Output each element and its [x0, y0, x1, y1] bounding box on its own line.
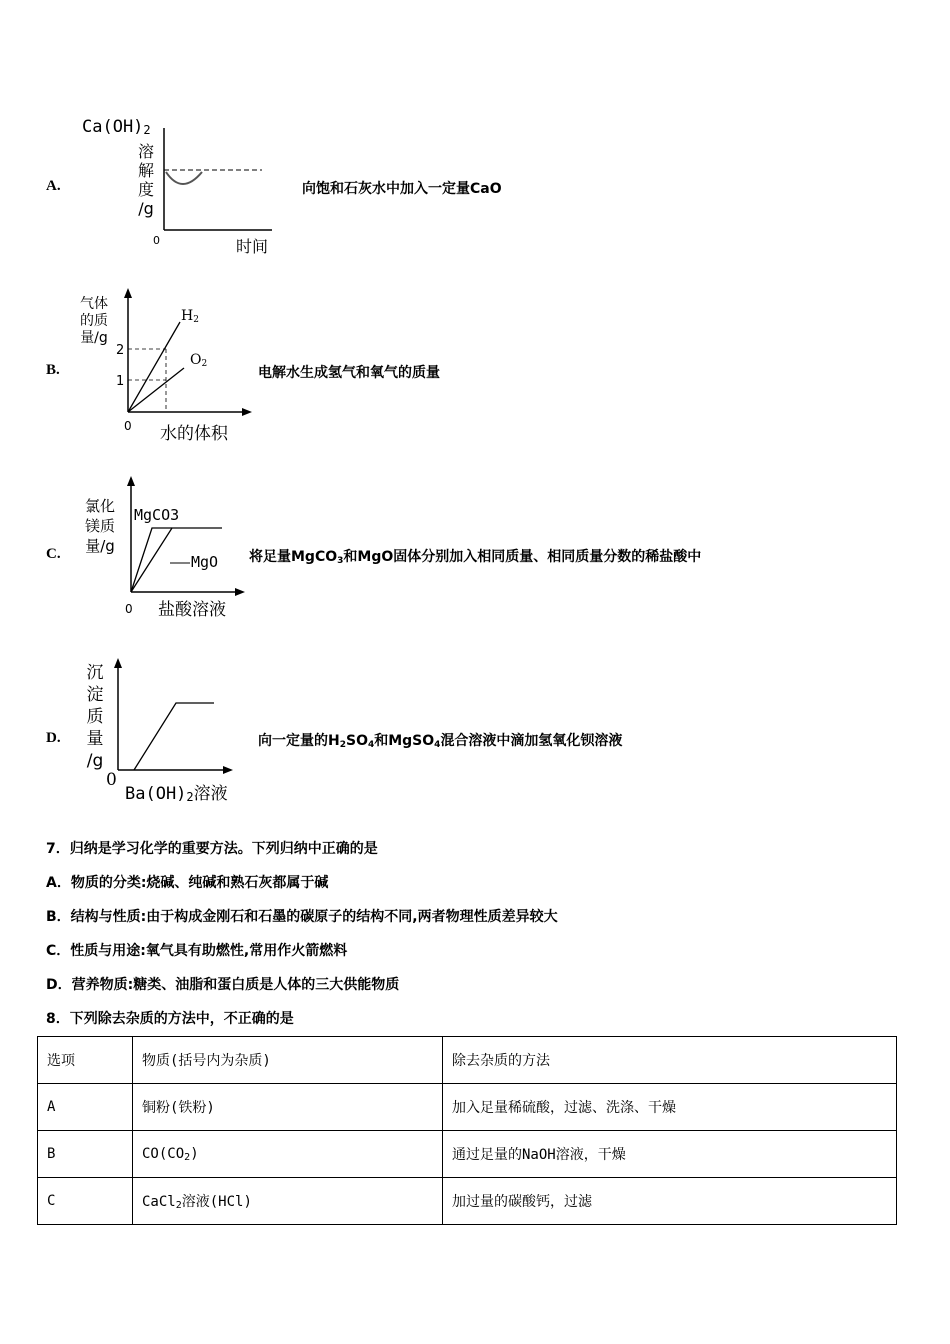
option-b-h2-text: H: [181, 308, 194, 324]
option-c-ylabel: [82, 496, 118, 556]
table-header-cell: 除去杂质的方法: [443, 1037, 897, 1084]
option-a-ylabel-char: 解: [137, 161, 154, 180]
option-d-ylabel-char: 淀: [86, 685, 104, 705]
option-b-o2-label: [190, 352, 207, 369]
substance-sub: 2: [175, 1200, 182, 1211]
option-d-ylabel-char: 沉: [86, 663, 104, 683]
option-d-ylabel-char: 量: [86, 729, 104, 749]
substance-text: CaCl: [142, 1194, 176, 1210]
option-d-xlabel-text: 溶液: [193, 784, 228, 804]
substance-text: 溶液(HCl): [181, 1194, 252, 1210]
q8-table: [37, 1036, 897, 1225]
option-a-origin: 0: [153, 234, 160, 247]
option-a-ylabel-char: 溶: [137, 142, 154, 161]
option-d-origin: 0: [106, 770, 117, 790]
option-b-o2-text: O: [190, 352, 202, 368]
q7-stem: 7．归纳是学习化学的重要方法。下列归纳中正确的是: [46, 841, 378, 857]
option-a-xlabel: 时间: [236, 237, 269, 256]
option-b-ylabel-line: 的质: [80, 313, 108, 329]
q7-option-c: C．性质与用途:氧气具有助燃性,常用作火箭燃料: [46, 943, 348, 959]
option-d-desc-text: SO: [345, 733, 368, 749]
option-b-origin: 0: [124, 419, 132, 433]
table-cell-option: C: [38, 1178, 133, 1225]
option-c-desc-sub: 3: [337, 556, 344, 566]
table-row: [38, 1131, 897, 1178]
table-header-cell: 选项: [38, 1037, 133, 1084]
option-d-desc-text: 和MgSO: [374, 733, 435, 749]
option-b-h2-line: [128, 322, 180, 412]
option-d-desc-text: 向一定量的H: [258, 733, 340, 749]
option-c-origin: 0: [125, 602, 133, 616]
option-c-desc-text: 将足量MgCO: [249, 549, 338, 565]
option-a-chart: [150, 120, 290, 260]
option-d-description: [258, 730, 622, 750]
substance-text: CO(CO: [142, 1145, 185, 1162]
option-d-xlabel-text: Ba(OH): [125, 784, 187, 804]
option-b-xlabel: 水的体积: [160, 424, 228, 444]
option-c-mgco3-text: MgCO: [134, 506, 171, 524]
option-d-ylabel-char: /g: [86, 751, 104, 771]
option-c-mgco3-label: [134, 506, 179, 524]
option-b-ylabel-line: 量/g: [80, 330, 108, 346]
table-cell-option: A: [38, 1084, 133, 1131]
option-d-letter: D.: [46, 730, 61, 746]
table-row: [38, 1084, 897, 1131]
table-cell-substance: [133, 1178, 443, 1225]
option-b-ylabel: [76, 296, 112, 347]
option-a-ylabel-char: /g: [138, 199, 154, 218]
option-d-chart: [104, 656, 234, 796]
option-a-description: 向饱和石灰水中加入一定量CaO: [302, 181, 502, 197]
option-b-description: 电解水生成氢气和氧气的质量: [258, 365, 440, 381]
option-a-solubility-curve: [166, 172, 202, 184]
option-d-desc-sub: 2: [339, 740, 346, 750]
option-c-mgco3-sub: 3: [170, 506, 180, 524]
table-cell-substance: 铜粉(铁粉): [133, 1084, 443, 1131]
option-c-desc-text: 和MgO固体分别加入相同质量、相同质量分数的稀盐酸中: [343, 549, 702, 565]
option-b-x-arrow: [242, 408, 252, 416]
option-d-x-arrow: [223, 766, 233, 774]
table-row: [38, 1178, 897, 1225]
q7-option-b: B．结构与性质:由于构成金刚石和石墨的碳原子的结构不同,两者物理性质差异较大: [46, 909, 558, 925]
option-b-y-arrow: [124, 288, 132, 298]
option-a-letter: A.: [46, 178, 61, 194]
table-header-row: [38, 1037, 897, 1084]
option-c-ylabel-line: 镁质: [84, 517, 115, 535]
q7-option-d: D．营养物质:糖类、油脂和蛋白质是人体的三大供能物质: [46, 977, 400, 993]
q7-option-a: A．物质的分类:烧碱、纯碱和熟石灰都属于碱: [46, 875, 329, 891]
option-d-xlabel-sub: 2: [186, 790, 194, 804]
option-c-x-arrow: [235, 588, 245, 596]
option-a-ylabel-char: 度: [137, 180, 154, 199]
option-b-tick-2: 2: [116, 343, 125, 358]
q8-stem: 8．下列除去杂质的方法中，不正确的是: [46, 1011, 294, 1027]
option-b-tick-1: 1: [116, 374, 125, 389]
substance-text: ): [190, 1145, 199, 1162]
option-c-description: [249, 546, 701, 566]
option-a-ylabel-sub: 2: [143, 123, 151, 137]
option-a-ylabel-text: Ca(OH): [82, 117, 144, 137]
option-b-o2-sub: 2: [201, 359, 208, 369]
option-c-ylabel-line: 量/g: [85, 537, 115, 555]
option-d-precipitate-line: [134, 703, 214, 770]
option-b-ylabel-line: 气体: [80, 296, 108, 312]
option-c-ylabel-line: 氯化: [84, 497, 115, 515]
table-cell-substance: [133, 1131, 443, 1178]
table-cell-option: B: [38, 1131, 133, 1178]
option-c-letter: C.: [46, 546, 61, 562]
table-cell-method: 加过量的碳酸钙，过滤: [443, 1178, 897, 1225]
option-c-xlabel: 盐酸溶液: [158, 600, 226, 620]
table-cell-method: 通过足量的NaOH溶液，干燥: [443, 1131, 897, 1178]
table-header-cell: 物质(括号内为杂质): [133, 1037, 443, 1084]
option-a-ylabel-formula: [82, 117, 151, 137]
option-c-mgo-label: MgO: [191, 553, 219, 571]
option-b-o2-line: [128, 368, 184, 412]
substance-sub: 2: [184, 1151, 191, 1163]
option-d-desc-sub: 4: [434, 740, 441, 750]
option-c-y-arrow: [127, 476, 135, 486]
table-cell-method: 加入足量稀硫酸，过滤、洗涤、干燥: [443, 1084, 897, 1131]
option-d-desc-sub: 4: [367, 740, 375, 750]
option-b-letter: B.: [46, 362, 60, 378]
option-d-ylabel-char: 质: [86, 707, 104, 727]
option-d-desc-text: 混合溶液中滴加氢氧化钡溶液: [440, 733, 623, 749]
option-d-xlabel: [125, 779, 228, 804]
option-b-h2-sub: 2: [193, 315, 199, 325]
option-b-h2-label: [181, 308, 199, 325]
option-d-y-arrow: [114, 658, 122, 668]
